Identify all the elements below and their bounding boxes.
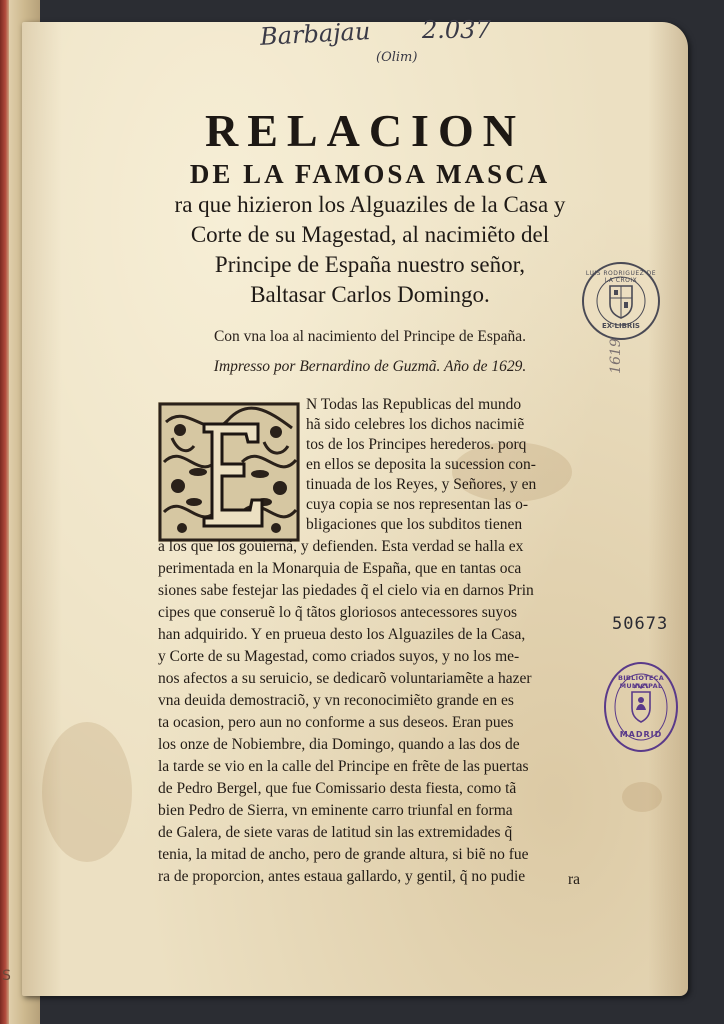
text-line: cuya copia se nos representan las o- [306,496,529,513]
subtitle-line-5: Baltasar Carlos Domingo. [250,282,490,307]
text-line: y Corte de su Magestad, como criados suyos, y no los me- [158,648,520,665]
biblio-stamp-top-text: BIBLIOTECA MUNICIPAL [617,674,665,690]
text-line: en ellos se deposita la sucession con- [306,456,536,473]
text-line: siones sabe festejar las piedades q̃ el cielo via en darnos Prin [158,582,534,599]
text-line: ra de proporcion, antes estaua gallardo, y gentil, q̃ no pudie [158,868,526,885]
imprint-line: Impresso por Bernardino de Guzmã. Año de 1629. [213,358,527,375]
biblioteca-municipal-stamp [604,662,678,752]
text-line: han adquirido. Y en prueua desto los Alguaziles de la Casa, [158,626,526,643]
text-line: de Galera, de siete varas de latitud sin las extremidades q̃ [158,824,513,841]
document-subtitle [150,158,590,310]
text-line: los onze de Nobiembre, dia Domingo, quando a las dos de [158,736,520,753]
text-line: a los que los gouiernã, y defienden. Esta verdad se halla ex [158,538,524,555]
shelfmark-note: (Olim) [376,50,418,65]
subtitle-line-3: Corte de su Magestad, al nacimiẽto del [190,222,550,247]
text-line: N Todas las Republicas del mundo [306,396,522,413]
dedication-line: Con vna loa al nacimiento del Principe de España. [213,328,527,345]
handwritten-shelfmark [260,12,520,70]
shelfmark-name: Barbajau [259,17,371,51]
exlibris-stamp-bottom-text: EX-LIBRIS [602,322,640,330]
spine-mark: S [2,968,11,984]
text-line: tos de los Principes herederos. porq [306,436,527,453]
text-line: nos afectos a su seruicio, se dedicarõ voluntariamẽte a hazer [158,670,532,687]
margin-note: 1619 [607,338,624,374]
text-line: perimentada en la Monarquia de España, que en tantas oca [158,560,522,577]
paper-stain [622,782,662,812]
text-line: tenia, la mitad de ancho, pero de grande altura, si biẽ no fue [158,846,529,863]
accession-number: 50673 [612,614,669,634]
exlibris-stamp [582,262,660,340]
text-line: cipes que conseruẽ lo q̃ tãtos gloriosos antecessores suyos [158,604,518,621]
decorated-initial-e-icon [158,402,300,542]
subtitle-line-2: ra que hizieron los Alguaziles de la Casa y [174,192,566,217]
paper-stain [42,722,132,862]
text-line: tinuada de los Reyes, y Señores, y en [306,476,537,493]
shelfmark-number: 2.037 [422,16,491,44]
text-line: bligaciones que los subditos tienen [306,516,523,533]
text-line: de Pedro Bergel, que fue Comissario desta fiesta, como tã [158,780,517,797]
text-line: bien Pedro de Sierra, vn eminente carro triunfal en forma [158,802,513,819]
text-line: ta ocasion, pero aun no conforme a sus deseos. Eran pues [158,714,514,731]
text-line: hã sido celebres los dichos nacimiẽ [306,416,525,433]
exlibris-stamp-top-text: LUIS RODRIGUEZ DE LA CROIX [585,270,657,284]
subtitle-line-4: Principe de España nuestro señor, [214,252,526,277]
biblio-stamp-bottom-text: MADRID [619,730,663,739]
document-title: RELACION [205,105,525,156]
subtitle-line-1: DE LA FAMOSA MASCA [189,159,551,189]
text-line: la tarde se vio en la calle del Principe en frẽte de las puertas [158,758,529,775]
spine-binding-edge [0,0,9,1024]
text-line: vna deuida demostraciõ, y vn reconocimiẽto grande en es [158,692,514,709]
catchword: ra [568,871,581,888]
